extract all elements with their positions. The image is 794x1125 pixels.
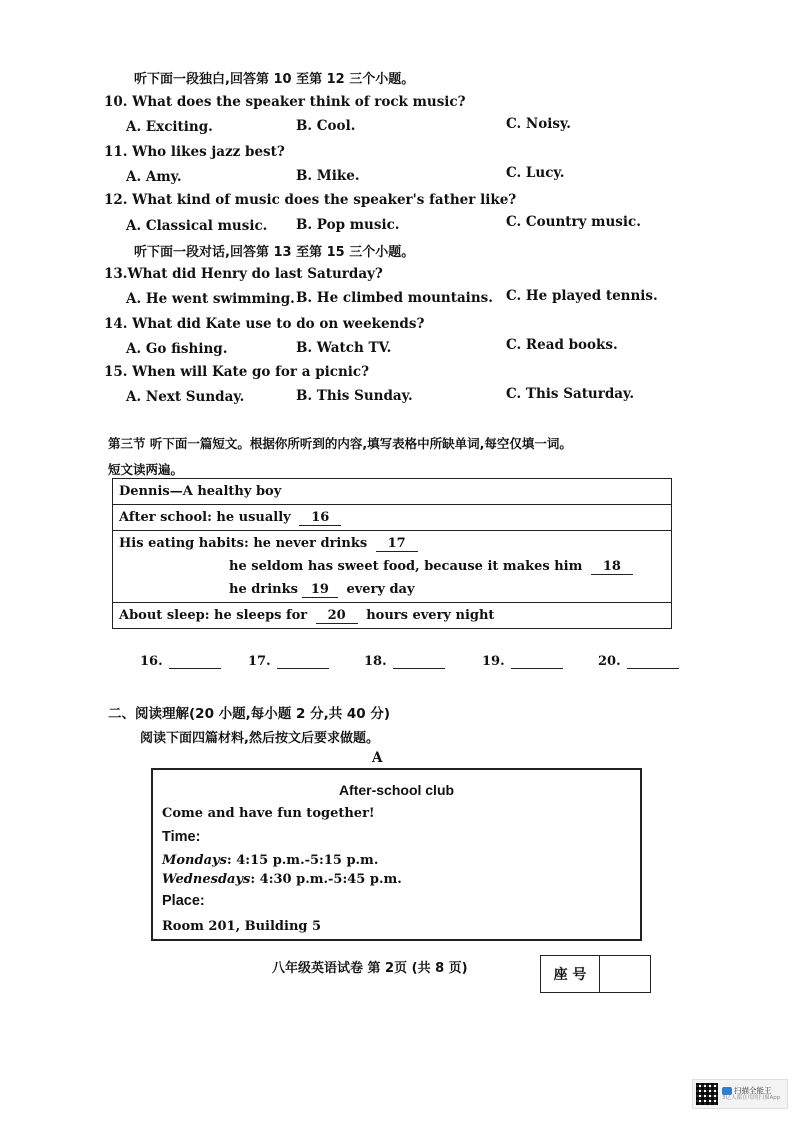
after-school-cell — [119, 510, 345, 526]
dictation-table — [112, 478, 672, 629]
time-label: Time: — [162, 829, 201, 845]
table-row — [113, 603, 671, 628]
every-day-text: every day — [346, 582, 415, 597]
scanner-brand — [722, 1086, 780, 1102]
sweet-food-text: he seldom has sweet food, because it makes him — [229, 559, 583, 574]
blank-20: 20 — [316, 608, 358, 624]
scanner-brand-name: 扫描全能王 — [734, 1086, 772, 1096]
blank-16: 16 — [299, 510, 341, 526]
q14-option-c: C. Read books. — [506, 337, 618, 353]
eating-label: His eating habits: he never drinks — [119, 536, 368, 551]
question-14: 14. What did Kate use to do on weekends? — [104, 316, 425, 332]
answer-label: 19. — [482, 654, 505, 669]
answer-blank-19[interactable] — [482, 654, 563, 669]
schedule-monday — [162, 853, 378, 868]
monologue-instruction: 听下面一段独白,回答第 10 至第 12 三个小题。 — [134, 72, 415, 87]
q15-option-b: B. This Sunday. — [296, 388, 413, 404]
answer-blank-20[interactable] — [598, 654, 679, 669]
club-slogan: Come and have fun together! — [162, 806, 375, 821]
answer-blank-16[interactable] — [140, 654, 221, 669]
question-10: 10. What does the speaker think of rock music? — [104, 94, 466, 110]
q13-option-c: C. He played tennis. — [506, 288, 658, 304]
question-13: 13.What did Henry do last Saturday? — [104, 266, 383, 282]
q10-option-b: B. Cool. — [296, 118, 356, 134]
hours-text: hours every night — [366, 608, 495, 623]
table-title: Dennis—A healthy boy — [119, 484, 282, 499]
q15-option-a: A. Next Sunday. — [126, 389, 245, 405]
blank-18: 18 — [591, 559, 633, 575]
time-wednesday: : 4:30 p.m.-5:45 p.m. — [250, 872, 402, 887]
q15-option-c: C. This Saturday. — [506, 386, 635, 402]
answer-label: 20. — [598, 654, 621, 669]
q13-option-a: A. He went swimming. — [126, 291, 295, 307]
scanner-sub: 3亿人都在用的扫描App — [722, 1095, 781, 1102]
answer-label: 18. — [364, 654, 387, 669]
q10-option-a: A. Exciting. — [126, 119, 213, 135]
q13-option-b: B. He climbed mountains. — [296, 290, 493, 306]
seat-number-box — [540, 955, 651, 993]
schedule-wednesday — [162, 872, 402, 887]
q12-option-a: A. Classical music. — [126, 218, 268, 234]
section3-instruction-2: 短文读两遍。 — [108, 462, 184, 477]
q11-option-b: B. Mike. — [296, 168, 360, 184]
club-place: Room 201, Building 5 — [162, 919, 322, 934]
dialogue-instruction: 听下面一段对话,回答第 13 至第 15 三个小题。 — [134, 245, 415, 260]
blank-17: 17 — [376, 536, 418, 552]
section3-instruction: 第三节 听下面一篇短文。根据你所听到的内容,填写表格中所缺单词,每空仅填一词。 — [108, 436, 572, 451]
scanner-watermark — [692, 1079, 788, 1109]
scanner-logo-icon — [722, 1087, 732, 1095]
seat-number-field[interactable] — [600, 956, 650, 992]
q12-option-b: B. Pop music. — [296, 217, 400, 233]
eating-line-2 — [229, 559, 637, 575]
question-15: 15. When will Kate go for a picnic? — [104, 364, 370, 380]
part2-heading: 二、阅读理解(20 小题,每小题 2 分,共 40 分) — [108, 706, 391, 722]
time-monday: : 4:15 p.m.-5:15 p.m. — [226, 853, 379, 868]
eating-line-3 — [229, 582, 415, 598]
day-wednesday: Wednesdays — [162, 872, 251, 887]
part2-instruction: 阅读下面四篇材料,然后按文后要求做题。 — [140, 731, 379, 746]
page-footer: 八年级英语试卷 第 2页 (共 8 页) — [272, 961, 468, 976]
table-row — [113, 531, 671, 603]
blank-19: 19 — [302, 582, 338, 598]
question-12: 12. What kind of music does the speaker's father like? — [104, 192, 517, 208]
question-11: 11. Who likes jazz best? — [104, 144, 285, 160]
club-notice-box — [151, 768, 642, 941]
answer-blank-17[interactable] — [248, 654, 329, 669]
club-title: After-school club — [338, 782, 455, 798]
q10-option-c: C. Noisy. — [506, 116, 571, 132]
table-row — [113, 505, 671, 531]
sleep-label: About sleep: he sleeps for — [119, 608, 308, 623]
passage-letter: A — [372, 750, 383, 766]
seat-label: 座 号 — [541, 956, 600, 992]
answer-label: 17. — [248, 654, 271, 669]
answer-blank-18[interactable] — [364, 654, 445, 669]
drinks-text: he drinks — [229, 582, 298, 597]
after-school-label: After school: he usually — [119, 510, 291, 525]
q14-option-a: A. Go fishing. — [126, 341, 228, 357]
q14-option-b: B. Watch TV. — [296, 340, 392, 356]
place-label: Place: — [162, 893, 205, 909]
q12-option-c: C. Country music. — [506, 214, 641, 230]
q11-option-c: C. Lucy. — [506, 165, 565, 181]
q11-option-a: A. Amy. — [126, 169, 182, 185]
table-row — [113, 479, 671, 505]
qr-code-icon — [696, 1083, 718, 1105]
answer-label: 16. — [140, 654, 163, 669]
day-monday: Mondays — [162, 853, 227, 868]
sleep-cell — [119, 608, 494, 624]
eating-line-1 — [119, 536, 422, 552]
